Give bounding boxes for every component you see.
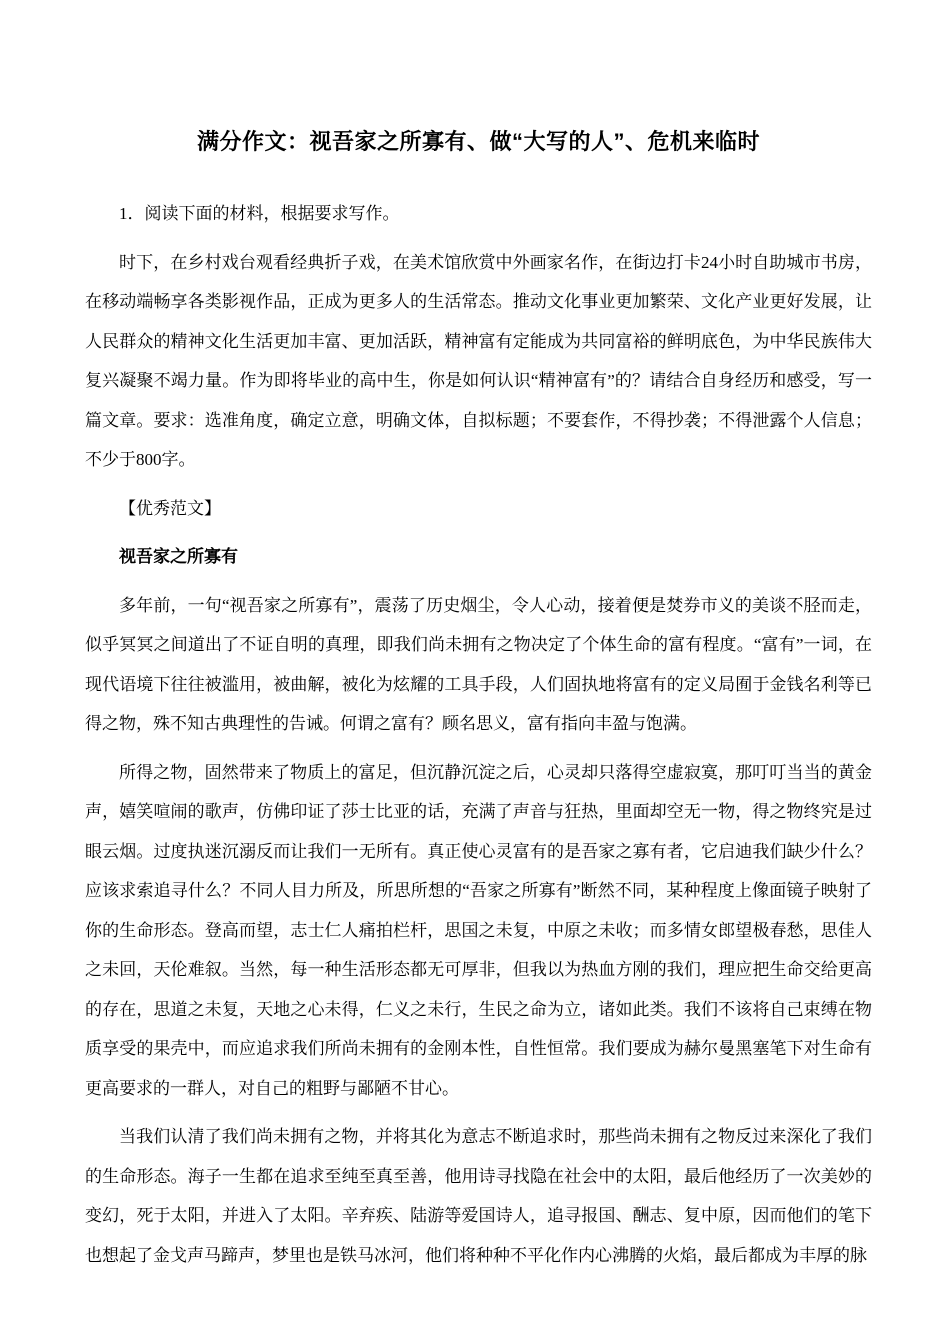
prompt-item: 1．阅读下面的材料，根据要求写作。 xyxy=(119,204,400,223)
essay-paragraph: 所得之物，固然带来了物质上的富足，但沉静沉淀之后，心灵却只落得空虚寂寞，那叮叮当当的黄金声，嬉笑喧闹的歌声，仿佛印证了莎士比亚的话，充满了声音与狂热，里面却空无一物，得之物终究是过眼云烟。过度执迷沉溺反而让我们一无所有。真正使心灵富有的是吾家之寡有者，它启迪我们缺少什么？应该求索追寻什么？不同人目力所及，所思所想的“吾家之所寡有”断然不同，某种程度上像面镜子映射了你的生命形态。登高而望，志士仁人痛拍栏杆，思国之未复，中原之未收；而多情女郎望极春愁，思佳人之未回，天伦难叙。当然，每一种生活形态都无可厚非，但我以为热血方刚的我们，理应把生命交给更高的存在，思道之未复，天地之心未得，仁义之未行，生民之命为立，诸如此类。我们不该将自己束缚在物质享受的果壳中，而应追求我们所尚未拥有的金刚本性，自性恒常。我们要成为赫尔曼黑塞笔下对生命有更高要求的一群人，对自己的粗野与鄙陋不甘心。 xyxy=(85,762,872,1098)
section-label: 【优秀范文】 xyxy=(119,498,221,518)
essay-paragraph: 多年前，一句“视吾家之所寡有”，震荡了历史烟尘，令人心动，接着便是焚券市义的美谈不胫而走，似乎冥冥之间道出了不证自明的真理，即我们尚未拥有之物决定了个体生命的富有程度。“富有”一词，在现代语境下往往被滥用，被曲解，被化为炫耀的工具手段，人们固执地将富有的定义局囿于金钱名利等已得之物，殊不知古典理性的告诫。何谓之富有？顾名思义，富有指向丰盈与饱满。 xyxy=(85,595,872,733)
essay-title: 视吾家之所寡有 xyxy=(119,547,238,566)
essay-paragraph: 当我们认清了我们尚未拥有之物，并将其化为意志不断追求时，那些尚未拥有之物反过来深化了我们的生命形态。海子一生都在追求至纯至真至善，他用诗寻找隐在社会中的太阳，最后他经历了一次美妙的变幻，死于太阳，并进入了太阳。辛弃疾、陆游等爱国诗人，追寻报国、酬志、复中原，因而他们的笔下也想起了金戈声马蹄声，梦里也是铁马冰河，他们将种种不平化作内心沸腾的火焰，最后都成为丰厚的脉 xyxy=(85,1127,872,1265)
material-paragraph: 时下，在乡村戏台观看经典折子戏，在美术馆欣赏中外画家名作，在街边打卡24小时自助城市书房，在移动端畅享各类影视作品，正成为更多人的生活常态。推动文化事业更加繁荣、文化产业更好发展，让人民群众的精神文化生活更加丰富、更加活跃，精神富有定能成为共同富裕的鲜明底色，为中华民族伟大复兴凝聚不竭力量。作为即将毕业的高中生，你是如何认识“精神富有”的？请结合自身经历和感受，写一篇文章。要求：选准角度，确定立意，明确文体，自拟标题；不要套作，不得抄袭；不得泄露个人信息；不少于800字。 xyxy=(85,252,872,469)
document-title: 满分作文：视吾家之所寡有、做“大写的人”、危机来临时 xyxy=(196,129,760,154)
